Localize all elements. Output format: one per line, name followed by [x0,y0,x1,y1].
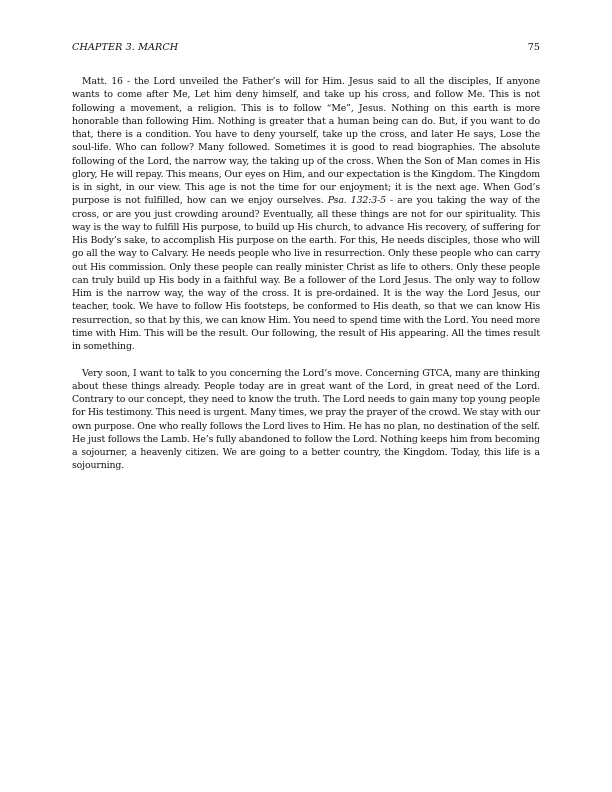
paragraph-1-text-a: Matt. 16 - the Lord unveiled the Father’s will for Him. Jesus said to all the disciples, If anyone wants to come after Me, Let him deny himself, and take up his cross, and follow Me. This is not following a movement, a religion. This is to follow “Me”, Jesus. Nothing on this earth is more honorable than following Him. Nothing is greater that a human being can do. But, if you want to do that, there is a condition. You have to deny yourself, take up the cross, and later He says, Lose the soul-life. Who can follow? Many followed. Sometimes it is good to read biographies. The absolute following of the Lord, the narrow way, the taking up of the cross. When the Son of Man comes in His glory, He will repay. This means, Our eyes on Him, and our expectation is the Kingdom. The Kingdom is in sight, in our view. This age is not the time for our enjoyment; it is the next age. When God’s purpose is not fulfilled, how can we enjoy ourselves. [72,76,540,207]
page-number: 75 [527,42,540,53]
running-header [72,42,540,56]
paragraph-2 [72,367,540,473]
chapter-title: CHAPTER 3. MARCH [72,42,179,53]
paragraph-1 [72,75,540,353]
paragraph-1-text-b: - are you taking the way of the cross, or are you just crowding around? Eventually, all these things are not for our spirituality. This way is the way to fulfill His purpose, to build up His church, to advance His recovery, of suffering for His Body’s sake, to accomplish His purpose on the earth. For this, He needs disciples, those who will go all the way to Calvary. He needs people who live in resurrection. Only these people who can carry out His commission. Only these people can really minister Christ as life to others. Only these people can truly build up His body in a faithful way. Be a follower of the Lord Jesus. The only way to follow Him is the narrow way, the way of the cross. It is pre-ordained. It is the way the Lord Jesus, our teacher, took. We have to follow His footsteps, be conformed to His death, so that we can know His resurrection, so that by this, we can know Him. You need to spend time with the Lord. You need more time with Him. This will be the result. Our following, the result of His appearing. All the times result in something. [72,195,540,352]
body-text [72,75,540,486]
paragraph-2-text: Very soon, I want to talk to you concerning the Lord’s move. Concerning GTCA, many are thinking about these things already. People today are in great want of the Lord, in great need of the Lord. Contrary to our concept, they need to know the truth. The Lord needs to gain many top young people for His testimony. This need is urgent. Many times, we pray the prayer of the crowd. We stay with our own purpose. One who really follows the Lord lives to Him. He has no plan, no destination of the self. He just follows the Lamb. He’s fully abandoned to follow the Lord. Nothing keeps him from becoming a sojourner, a heavenly citizen. We are going to a better country, the Kingdom. Today, this life is a sojourning. [72,367,540,472]
scripture-reference: Psa. 132:3-5 [327,195,386,207]
